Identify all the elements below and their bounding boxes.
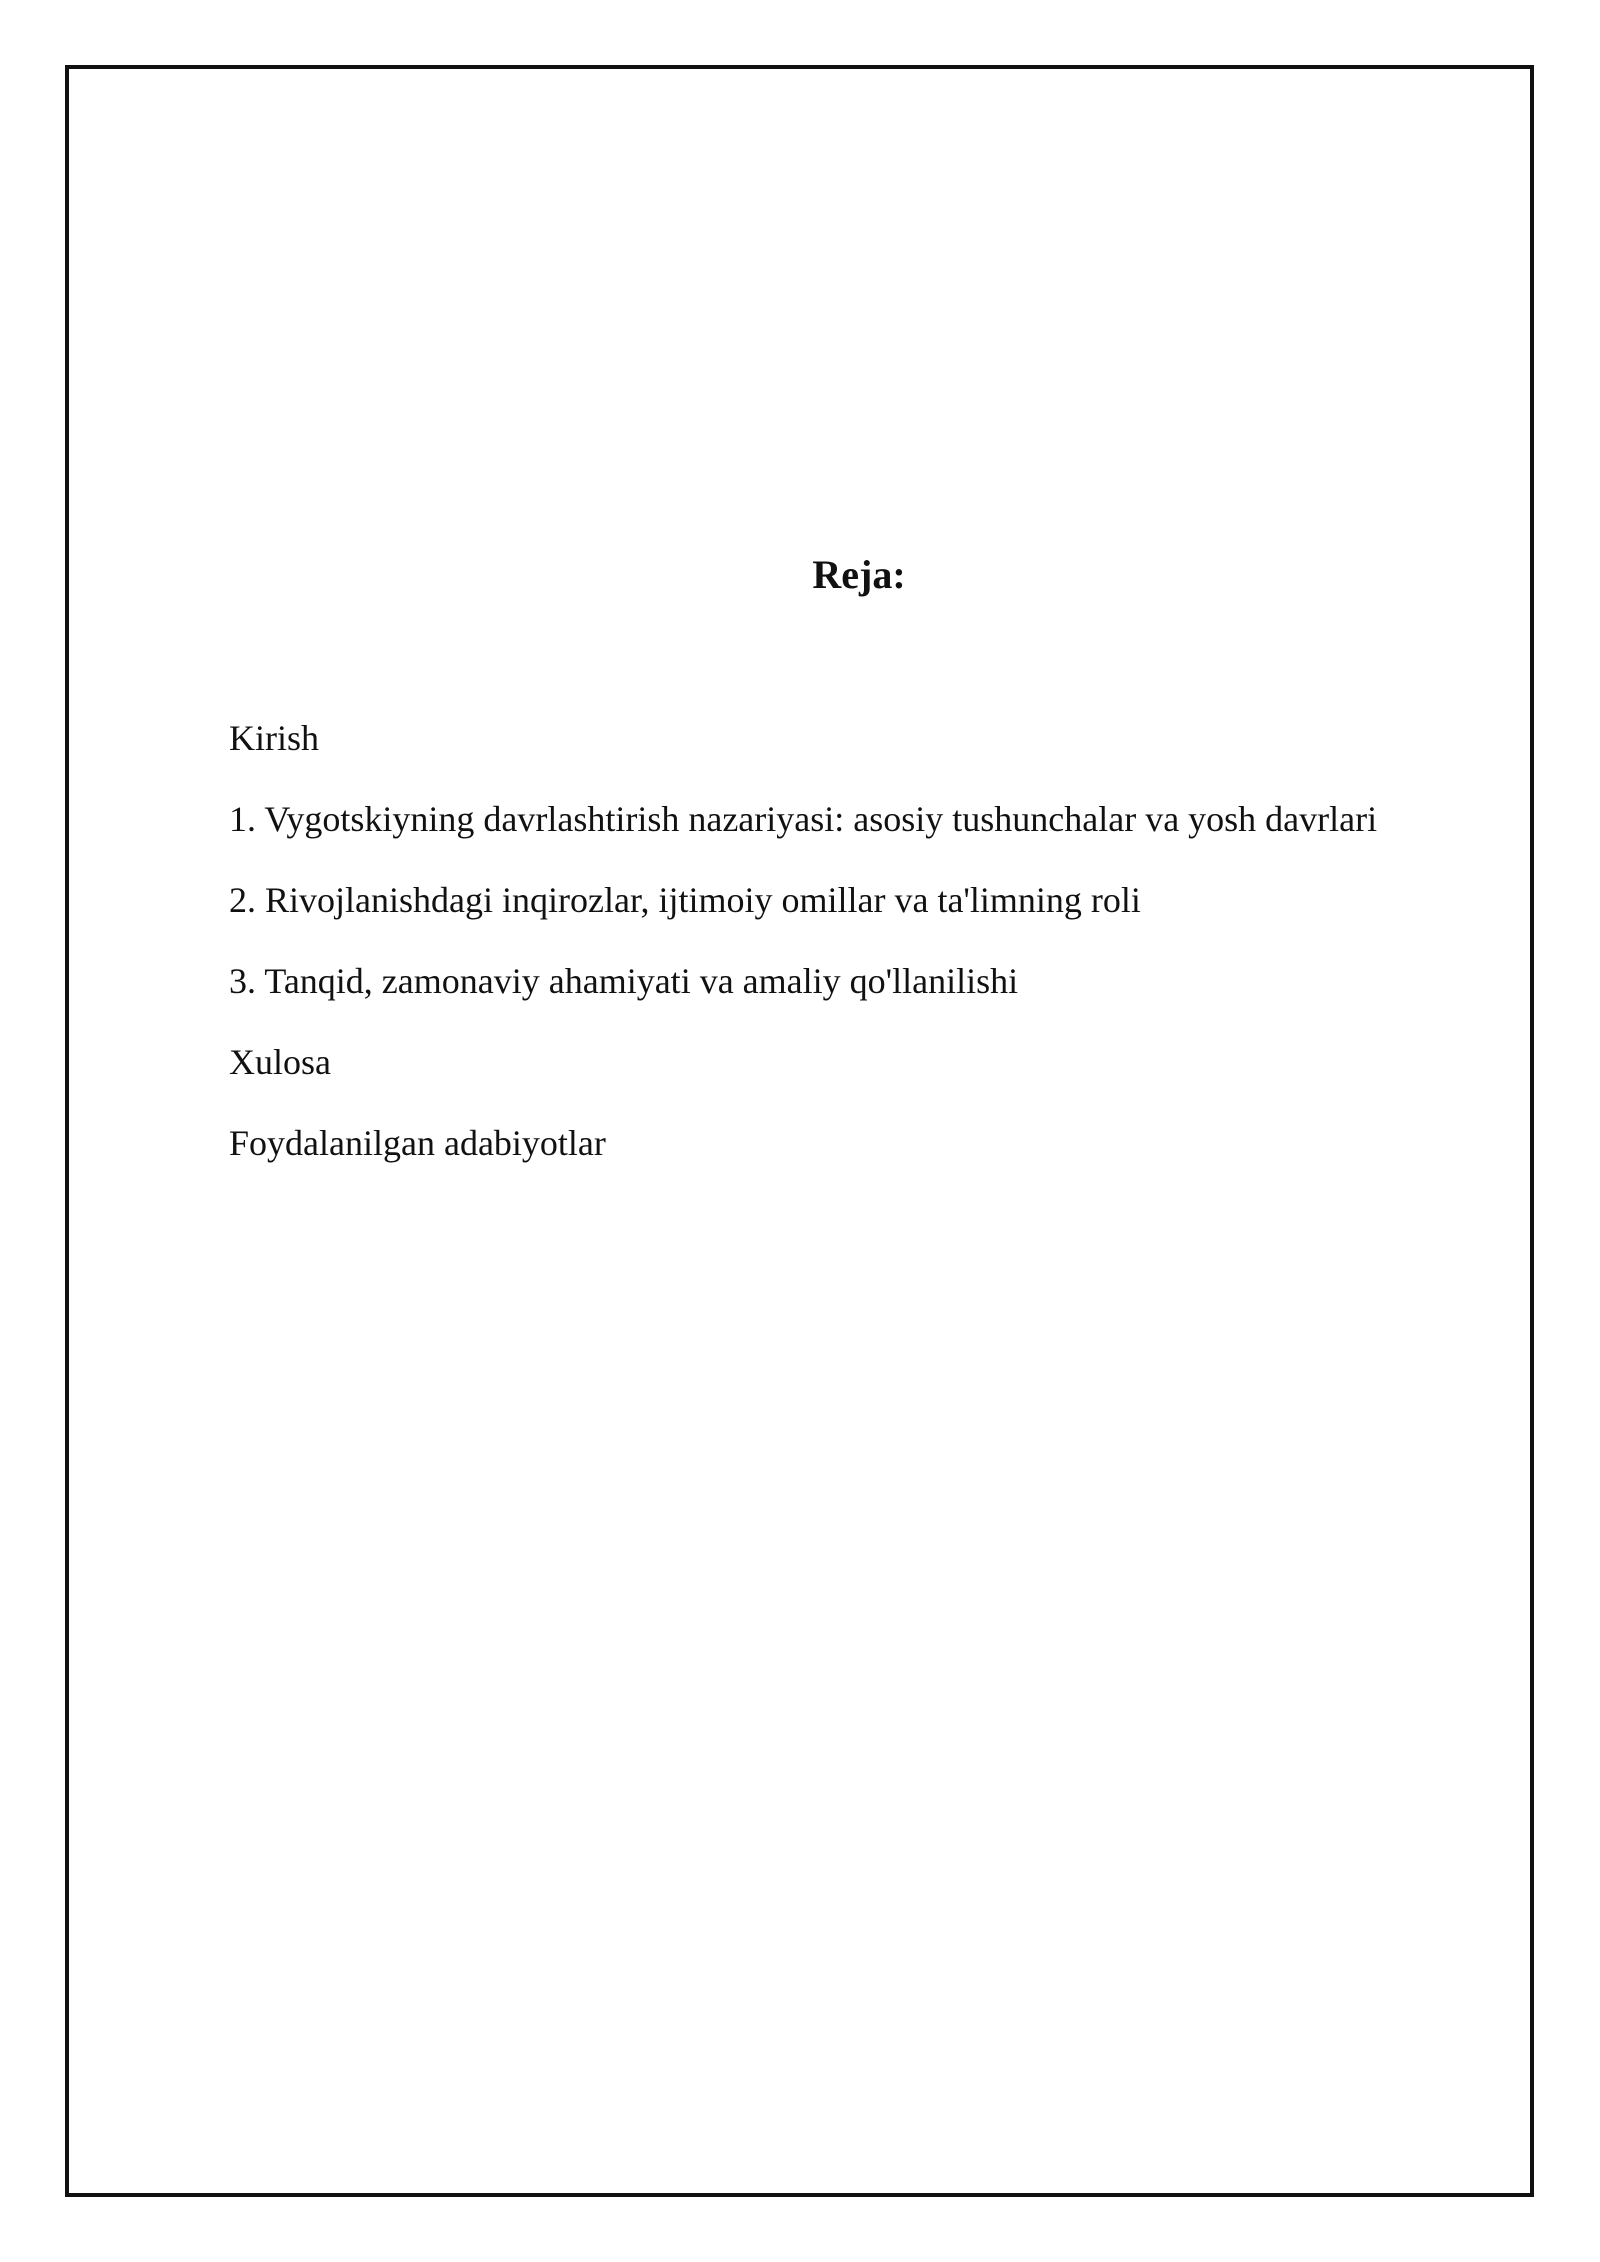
page-title: Reja:: [812, 552, 906, 597]
plan-item-references: Foydalanilgan adabiyotlar: [229, 1123, 606, 1163]
plan-item-introduction: Kirish: [229, 718, 319, 758]
plan-list: [229, 698, 1377, 1184]
plan-item-chapter-1: 1. Vygotskiyning davrlashtirish nazariyasi: asosiy tushunchalar va yosh davrlari: [229, 799, 1378, 839]
plan-item-conclusion: Xulosa: [229, 1042, 331, 1082]
plan-item-chapter-2: 2. Rivojlanishdagi inqirozlar, ijtimoiy omillar va ta'limning roli: [229, 880, 1141, 920]
plan-item-chapter-3: 3. Tanqid, zamonaviy ahamiyati va amaliy qo'llanilishi: [229, 961, 1019, 1001]
